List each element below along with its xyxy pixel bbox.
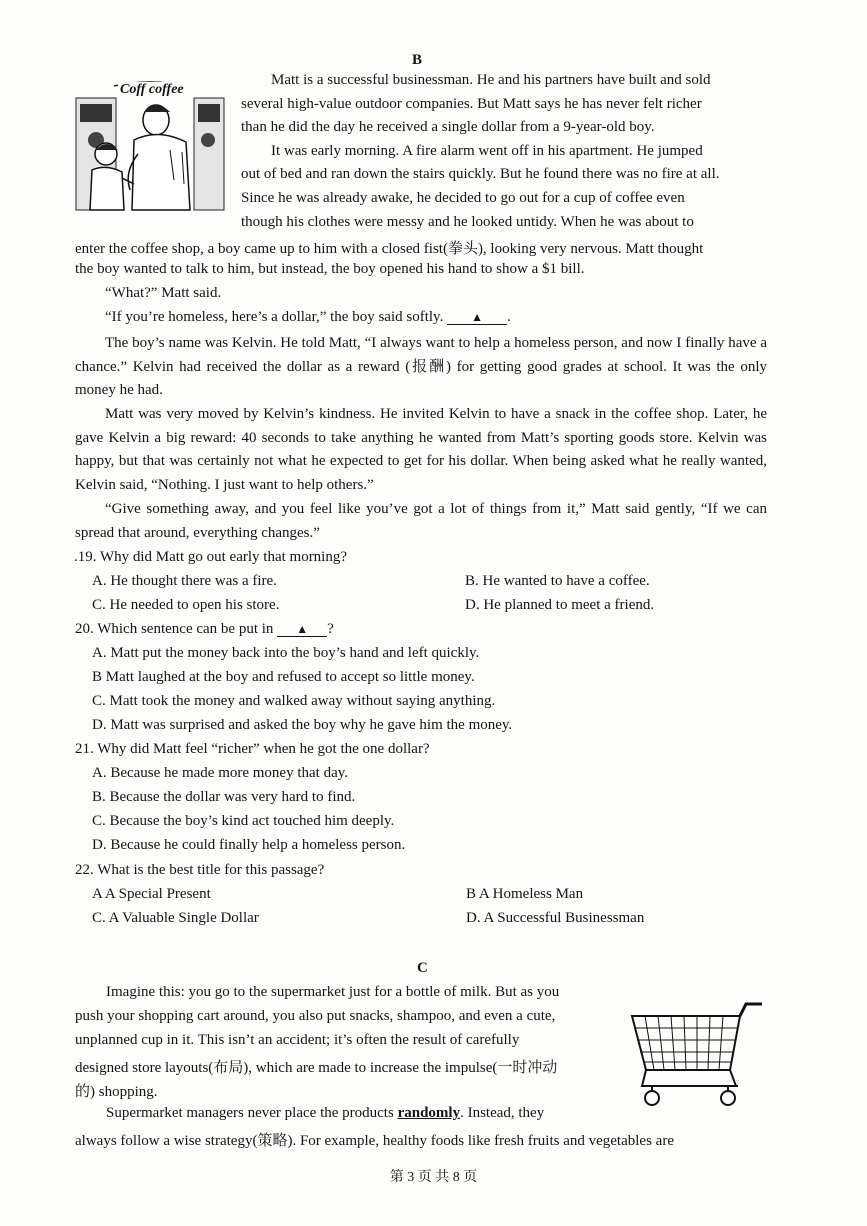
q19-option-c[interactable]: C. He needed to open his store.	[92, 597, 280, 613]
c-para1-line1: Imagine this: you go to the supermarket just for a bottle of milk. But as you	[106, 984, 560, 1000]
c-para1-line2: push your shopping cart around, you also put snacks, shampoo, and even a cute,	[75, 1008, 556, 1024]
triangle-icon: ▲	[296, 622, 309, 636]
c-para2-text: Supermarket managers never place the products	[106, 1105, 398, 1121]
b-para2-line6: the boy wanted to talk to him, but instead, the boy opened his hand to show a $1 bill.	[75, 261, 585, 277]
triangle-icon: ▲	[471, 310, 484, 324]
answer-blank	[447, 310, 507, 325]
q20-question-mark: ?	[327, 621, 334, 637]
b-para2-line4: though his clothes were messy and he looked untidy. When he was about to	[241, 214, 694, 230]
q20-stem	[75, 621, 334, 638]
q21-stem: 21. Why did Matt feel “richer” when he got the one dollar?	[75, 741, 430, 757]
b-para4-text: “If you’re homeless, here’s a dollar,” the boy said softly.	[105, 309, 444, 325]
q20-stem-text: 20. Which sentence can be put in	[75, 621, 274, 637]
q20-option-a[interactable]: A. Matt put the money back into the boy’s hand and left quickly.	[92, 645, 480, 661]
b-para2-line2: out of bed and ran down the stairs quickly. But he found there was no fire at all.	[241, 166, 720, 182]
q21-option-d[interactable]: D. Because he could finally help a homeless person.	[92, 837, 406, 853]
q20-option-d[interactable]: D. Matt was surprised and asked the boy why he gave him the money.	[92, 717, 513, 733]
q19-option-a[interactable]: A. He thought there was a fire.	[92, 573, 277, 589]
c-para2-line2: always follow a wise strategy(策略). For example, healthy foods like fresh fruits and vegetables are	[75, 1133, 674, 1149]
q20-option-c[interactable]: C. Matt took the money and walked away without saying anything.	[92, 693, 496, 709]
coffee-sign: Coff coffee	[120, 82, 184, 97]
q22-option-c[interactable]: C. A Valuable Single Dollar	[92, 910, 259, 926]
q19-stem: .19. Why did Matt go out early that morning?	[74, 549, 348, 565]
c-para2-text-after: . Instead, they	[460, 1105, 545, 1121]
c-para2-line1	[106, 1105, 544, 1122]
b-para1-line2: several high-value outdoor companies. But Matt says he has never felt richer	[241, 96, 702, 112]
page-footer: 第 3 页 共 8 页	[389, 1170, 478, 1185]
q19-option-d[interactable]: D. He planned to meet a friend.	[465, 597, 655, 613]
q19-option-b[interactable]: B. He wanted to have a coffee.	[465, 573, 650, 589]
b-para4-period: .	[507, 309, 511, 325]
b-para4	[105, 309, 511, 326]
q20-option-b[interactable]: B Matt laughed at the boy and refused to accept so little money.	[92, 669, 475, 685]
b-para2-line3: Since he was already awake, he decided to go out for a cup of coffee even	[241, 190, 685, 206]
section-c-title: C	[417, 960, 428, 976]
q22-option-b[interactable]: B A Homeless Man	[466, 886, 584, 902]
section-b-title: B	[412, 52, 423, 68]
shopping-cart-icon	[628, 996, 766, 1110]
b-para5: The boy’s name was Kelvin. He told Matt, “I always want to help a homeless person, and now I finally have a chance.” Kelvin had received the dollar as a reward (报酬) for getting good grades at school. It was the only money he had.	[75, 335, 767, 399]
b-para6: Matt was very moved by Kelvin’s kindness. He invited Kelvin to have a snack in the coffee shop. Later, he gave Kelvin a big reward: 40 seconds to take anything he wanted from Matt’s sporting goods store. Kelvin was happy, but that was certainly not what he expected to get for his dollar. When being asked what he really wanted, Kelvin said, “Nothing. I just want to help others.”	[75, 406, 767, 493]
b-para7: “Give something away, and you feel like you’ve got a lot of things from it,” Matt said gently, “If we can spread that around, everything changes.”	[75, 501, 767, 541]
coffee-shop-illustration	[74, 80, 226, 214]
c-para1-line3: unplanned cup in it. This isn’t an accident; it’s often the result of carefully	[75, 1032, 520, 1048]
c-para2-keyword: randomly	[397, 1105, 461, 1121]
c-para1-line4: designed store layouts(布局), which are made to increase the impulse(一时冲动	[75, 1060, 558, 1076]
q20-blank	[277, 622, 327, 637]
b-para1-line1: Matt is a successful businessman. He and his partners have built and sold	[271, 72, 711, 88]
c-para1-line5: 的) shopping.	[75, 1084, 158, 1100]
q21-option-b[interactable]: B. Because the dollar was very hard to find.	[92, 789, 356, 805]
b-para1-line3: than he did the day he received a single dollar from a 9-year-old boy.	[241, 119, 655, 135]
q22-stem: 22. What is the best title for this passage?	[75, 862, 325, 878]
q22-option-a[interactable]: A A Special Present	[92, 886, 211, 902]
b-para3: “What?” Matt said.	[105, 285, 222, 301]
b-para2-line1: It was early morning. A fire alarm went off in his apartment. He jumped	[271, 143, 703, 159]
q21-option-c[interactable]: C. Because the boy’s kind act touched him deeply.	[92, 813, 395, 829]
b-para2-line5: enter the coffee shop, a boy came up to him with a closed fist(拳头), looking very nervous. Matt thought	[75, 241, 704, 257]
q22-option-d[interactable]: D. A Successful Businessman	[466, 910, 645, 926]
q21-option-a[interactable]: A. Because he made more money that day.	[92, 765, 349, 781]
